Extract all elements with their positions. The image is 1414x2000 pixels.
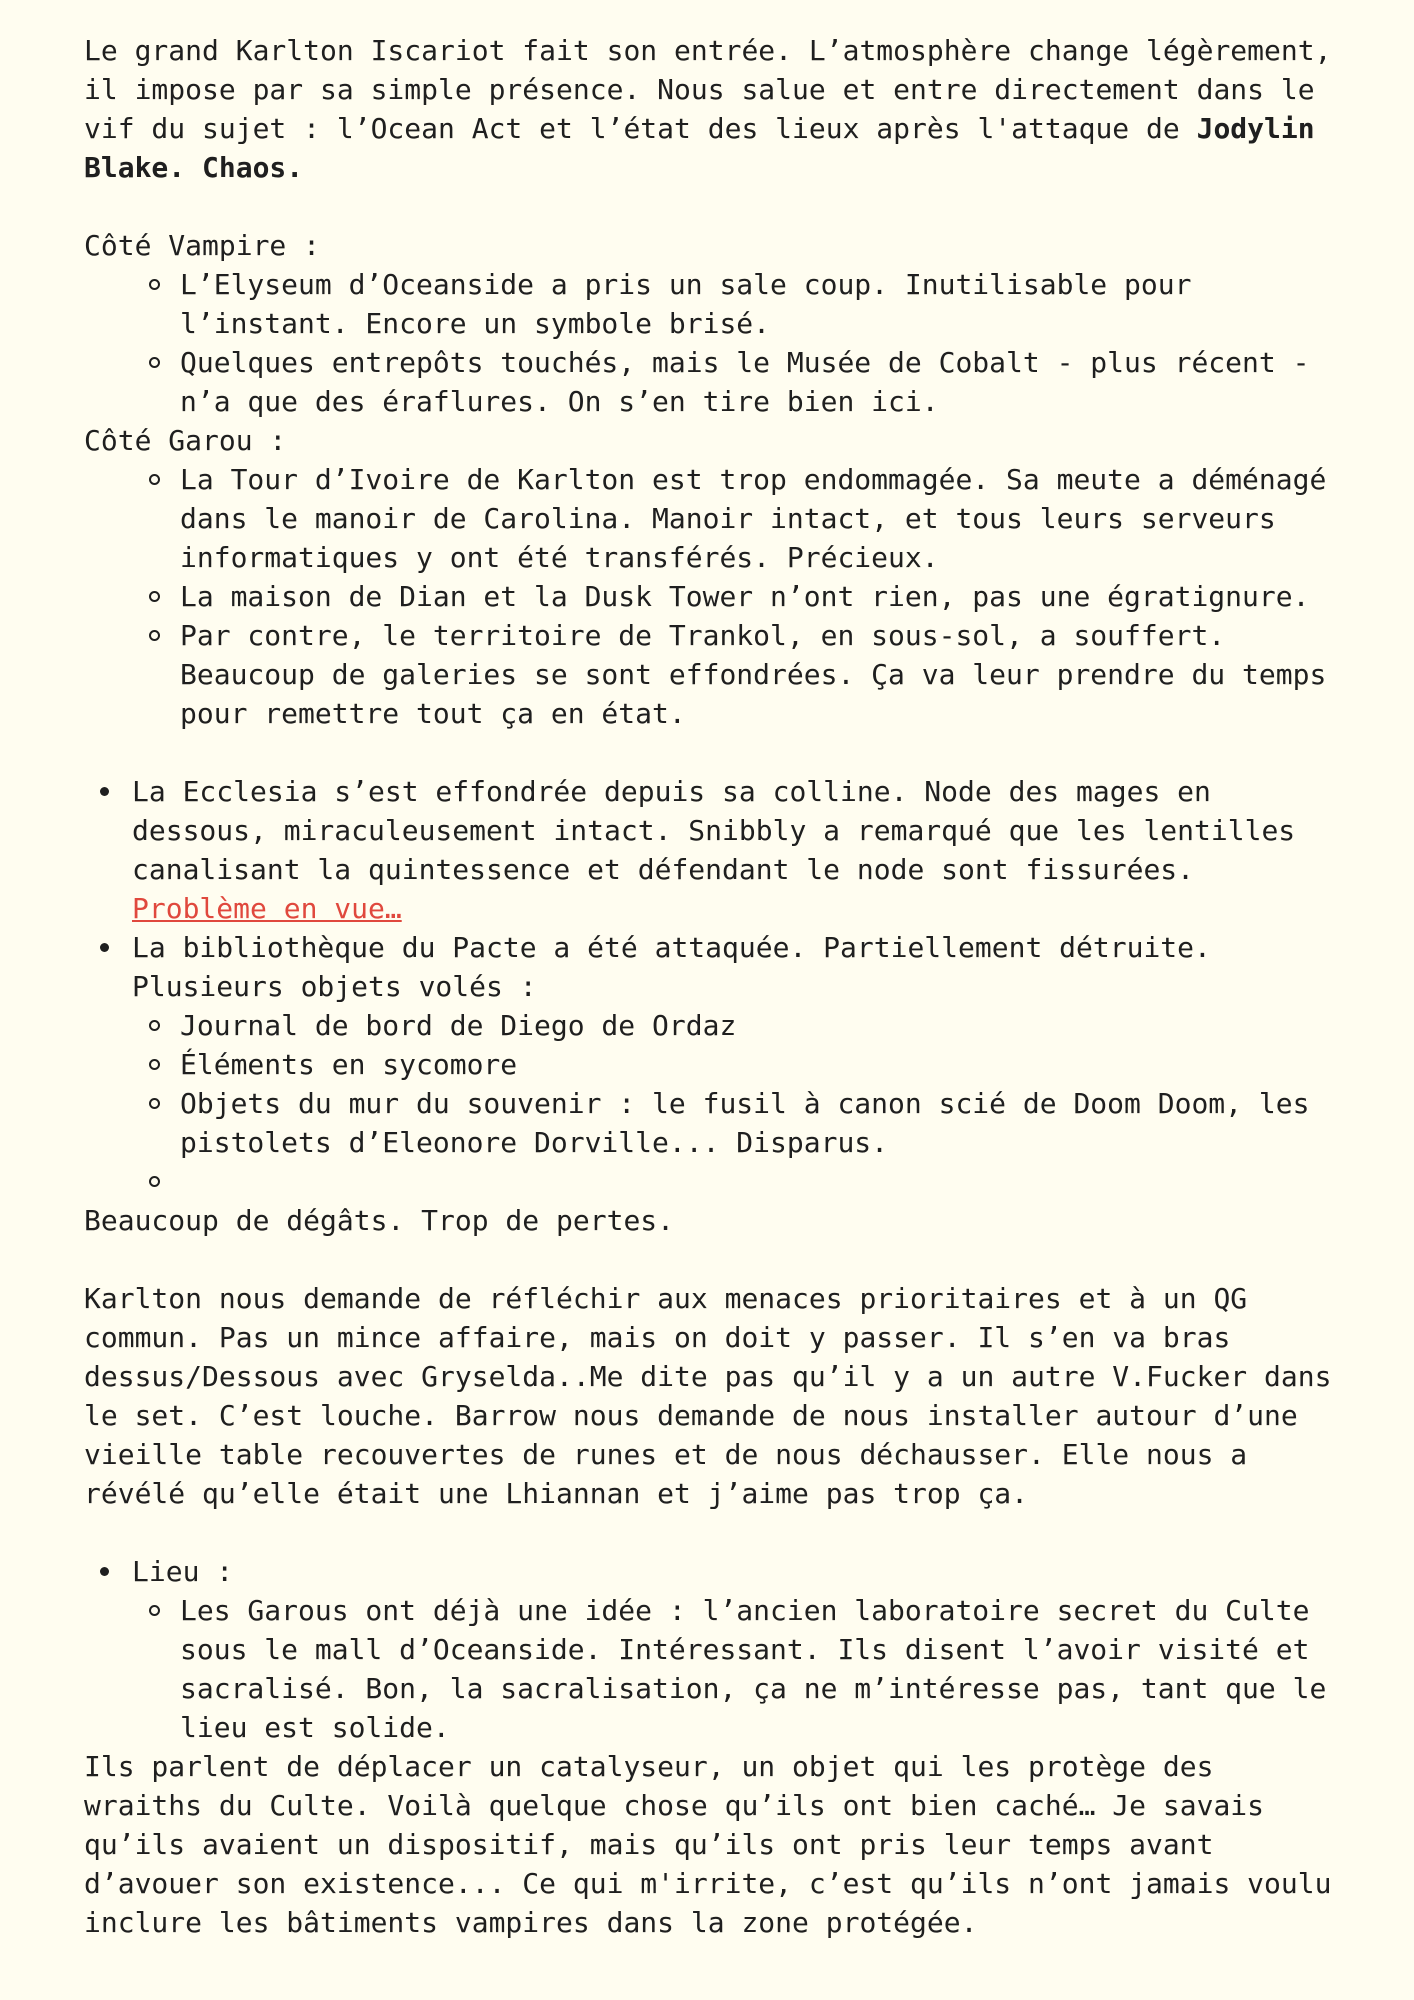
damage-line: Beaucoup de dégâts. Trop de pertes.: [84, 1204, 675, 1237]
lieu-sublist: [132, 1591, 1334, 1747]
spacer: [84, 187, 1334, 226]
bibliotheque-item: [84, 928, 1334, 1201]
list-item: Les Garous ont déjà une idée : l’ancien laboratoire secret du Culte sous le mall d’Oceanside. Intéressant. Ils disent l’avoir visité et sacralisé. Bon, la sacralisation, ça ne m’intéresse pas, tant que le lieu est solide.: [132, 1591, 1334, 1747]
intro-text: Le grand Karlton Iscariot fait son entrée. L’atmosphère change légèrement, il impose par sa simple présence. Nous salue et entre directement dans le vif du sujet : l’Ocean Act et l’état des lieux après l'attaque de: [84, 34, 1332, 145]
vampire-list: [132, 265, 1334, 421]
lieu-label: Lieu :: [132, 1555, 234, 1588]
document-page: [84, 31, 1334, 1942]
stolen-items-list: [132, 1006, 1334, 1201]
lieu-item: [84, 1552, 1334, 1747]
intro-paragraph: [84, 31, 1334, 187]
list-item: L’Elyseum d’Oceanside a pris un sale coup. Inutilisable pour l’instant. Encore un symbole brisé.: [132, 265, 1334, 343]
ecclesia-text: La Ecclesia s’est effondrée depuis sa colline. Node des mages en dessous, miraculeusement intact. Snibbly a remarqué que les lentilles canalisant la quintessence et défendant le node sont fissurées.: [132, 775, 1296, 886]
closing-paragraph: Ils parlent de déplacer un catalyseur, un objet qui les protège des wraiths du Culte. Voilà quelque chose qu’ils ont bien caché… Je savais qu’ils avaient un dispositif, mais qu’ils ont pris leur temps avant d’avouer son existence... Ce qui m'irrite, c’est qu’ils n’ont jamais voulu inclure les bâtiments vampires dans la zone protégée.: [84, 1750, 1332, 1939]
sites-list: [84, 772, 1334, 1201]
karlton-paragraph: Karlton nous demande de réfléchir aux menaces prioritaires et à un QG commun. Pas un mince affaire, mais on doit y passer. Il s’en va bras dessus/Dessous avec Gryselda..Me dite pas qu’il y a un autre V.Fucker dans le set. C’est louche. Barrow nous demande de nous installer autour d’une vieille table recouvertes de runes et de nous déchausser. Elle nous a révélé qu’elle était une Lhiannan et j’aime pas trop ça.: [84, 1282, 1332, 1510]
lieu-list: [84, 1552, 1334, 1747]
list-item: Journal de bord de Diego de Ordaz: [132, 1006, 1334, 1045]
list-item: Éléments en sycomore: [132, 1045, 1334, 1084]
garou-list: [132, 460, 1334, 733]
spacer: [84, 733, 1334, 772]
list-item: La maison de Dian et la Dusk Tower n’ont rien, pas une égratignure.: [132, 577, 1334, 616]
garou-heading: Côté Garou :: [84, 424, 287, 457]
empty-list-item: [132, 1162, 1334, 1201]
probleme-link[interactable]: Problème en vue…: [132, 892, 402, 925]
vampire-heading: Côté Vampire :: [84, 229, 321, 262]
intro-bold: Jodylin Blake. Chaos.: [84, 112, 1315, 184]
spacer: [84, 1513, 1334, 1552]
spacer: [84, 1240, 1334, 1279]
list-item: La Tour d’Ivoire de Karlton est trop endommagée. Sa meute a déménagé dans le manoir de Carolina. Manoir intact, et tous leurs serveurs informatiques y ont été transférés. Précieux.: [132, 460, 1334, 577]
bibliotheque-text: La bibliothèque du Pacte a été attaquée. Partiellement détruite. Plusieurs objets volés :: [132, 931, 1211, 1003]
ecclesia-item: [84, 772, 1334, 928]
list-item: Quelques entrepôts touchés, mais le Musée de Cobalt - plus récent - n’a que des éraflures. On s’en tire bien ici.: [132, 343, 1334, 421]
list-item: Par contre, le territoire de Trankol, en sous-sol, a souffert. Beaucoup de galeries se sont effondrées. Ça va leur prendre du temps pour remettre tout ça en état.: [132, 616, 1334, 733]
list-item: Objets du mur du souvenir : le fusil à canon scié de Doom Doom, les pistolets d’Eleonore Dorville... Disparus.: [132, 1084, 1334, 1162]
